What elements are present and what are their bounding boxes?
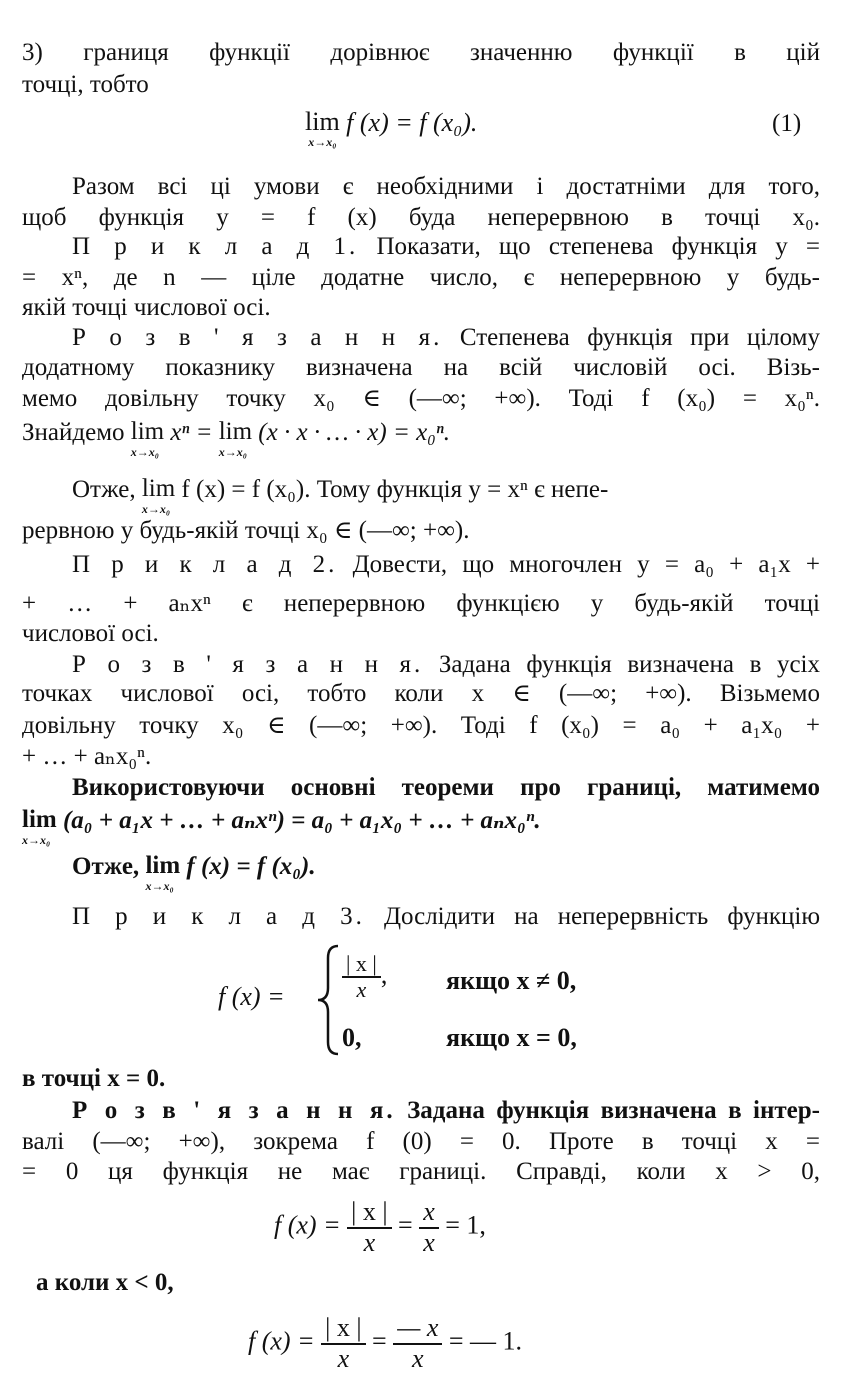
example-label: П р и к л а д 2. [72, 551, 338, 578]
lim-operator: lim [218, 418, 253, 445]
fraction-numerator: — x [393, 1314, 442, 1345]
formula-expression: = — 1. [448, 1326, 523, 1356]
example-1-line [72, 232, 820, 262]
lim-subscript: x→x₀ [141, 502, 171, 516]
example-text: Довести, що многочлен y = a₀ + a₁x + [352, 551, 821, 578]
solution-text: Задана функція визначена в інтер- [407, 1097, 821, 1124]
equals-sign: = [398, 1210, 413, 1240]
text-line: + … + aₙxⁿ є неперервною функцією у будь-якій точці [22, 590, 820, 617]
equals-sign: = [372, 1326, 387, 1356]
formula-1 [305, 108, 477, 148]
solution-label: Р о з в ' я з а н н я. [72, 651, 424, 678]
formula-expression: xⁿ = [170, 419, 213, 446]
fraction-denominator: x [337, 1343, 350, 1373]
fraction-numerator: x [419, 1198, 439, 1229]
solution-3-line [72, 1096, 820, 1126]
fraction-numerator: | x | [342, 952, 381, 978]
lim-subscript: x→x₀ [308, 135, 337, 149]
lim-operator: lim [305, 107, 340, 136]
text-line: валі (—∞; +∞), зокрема f (0) = 0. Проте в точці x = [22, 1128, 820, 1155]
text-line: 3) границя функції дорівнює значенню функції в цій [22, 39, 820, 66]
formula-expression: f (x) = [274, 1210, 341, 1240]
text-line: + … + aₙx₀ⁿ. [22, 743, 152, 770]
line-word: Знайдемо [22, 419, 125, 446]
text-line: = xⁿ, де n — ціле додатне число, є неперервною у будь- [22, 264, 820, 291]
text-line: числової осі. [22, 620, 159, 647]
lim-subscript: x→x₀ [145, 879, 174, 893]
solution-label: Р о з в ' я з а н н я. [72, 324, 443, 351]
text-line: мемо довільну точку x₀ ∈ (—∞; +∞). Тоді f (x₀) = x₀ⁿ. [22, 385, 820, 412]
example-label: П р и к л а д 3. [72, 903, 365, 930]
piecewise-lhs [218, 982, 285, 1012]
formula-expression: f (x) = [218, 982, 285, 1011]
text-line: якій точці числової осі. [22, 294, 271, 321]
lim-operator: lim [145, 852, 181, 879]
example-text: Дослідити на неперервність функцію [383, 903, 821, 930]
example-3-line [72, 902, 820, 932]
text-line: = 0 ця функція не має границі. Справді, коли x > 0, [22, 1158, 820, 1185]
text-line: рервною у будь-якій точці x₀ ∈ (—∞; +∞). [22, 517, 470, 544]
example-label: П р и к л а д 1. [72, 233, 359, 260]
lim-operator: lim [130, 418, 165, 445]
example-text: Показати, що степенева функція y = [376, 233, 821, 260]
formula-expression: f (x) = [248, 1326, 315, 1356]
formula-expression: (a₀ + a₁x + … + aₙxⁿ) = a₀ + a₁x₀ + … + aₙx₀ⁿ. [62, 807, 541, 834]
formula-expression: (x · x · … · x) = x₀ⁿ. [258, 419, 450, 446]
fraction-denominator: x [412, 1343, 424, 1373]
text-line: точці, тобто [22, 71, 149, 98]
line-word: Отже, [72, 853, 140, 880]
piecewise-case-2: 0, [342, 1023, 362, 1052]
fraction-denominator: x [423, 1227, 435, 1257]
text-line: а коли x < 0, [36, 1269, 174, 1296]
formula-line [72, 475, 820, 515]
text-line: щоб функція y = f (x) буда неперервною в точці x₀. [22, 204, 820, 231]
lim-subscript: x→x₀ [22, 833, 51, 847]
lim-operator: lim [141, 475, 176, 502]
formula-line [22, 806, 820, 846]
lim-subscript: x→x₀ [130, 445, 159, 459]
solution-text: Степенева функція при цілому [459, 324, 820, 351]
solution-text: Задана функція визначена в усіх [438, 651, 820, 678]
lim-subscript: x→x₀ [218, 445, 247, 459]
text-line: Використовуючи основні теореми про границі, матимемо [72, 774, 820, 801]
text-line: додатному показнику визначена на всій числовій осі. Візь- [22, 354, 820, 381]
text-line: довільну точку x₀ ∈ (—∞; +∞). Тоді f (x₀) = a₀ + a₁x₀ + [22, 712, 820, 739]
formula-line [72, 852, 848, 892]
text-line: Разом всі ці умови є необхідними і достатніми для того, [72, 173, 820, 200]
fraction-denominator: x [363, 1227, 376, 1257]
text-line: точках числової осі, тобто коли x ∈ (—∞; +∞). Візьмемо [22, 680, 820, 707]
formula-expression: f (x) = f (x₀). [186, 853, 316, 880]
line-word: Отже, [72, 476, 136, 503]
formula-expression: = 1, [445, 1210, 486, 1240]
formula-expression: f (x) = f (x₀). Тому функція y = xⁿ є непе- [181, 476, 609, 503]
solution-label: Р о з в ' я з а н н я. [72, 1097, 396, 1124]
piecewise-cond-1: якщо x ≠ 0, [446, 966, 577, 995]
piecewise-case-1 [342, 952, 387, 1002]
equation-positive [274, 1198, 486, 1257]
solution-1-line [72, 323, 820, 353]
piecewise-cond-2: якщо x = 0, [446, 1023, 577, 1052]
formula-expression: f (x) = f (x₀). [346, 108, 478, 137]
formula-line [22, 418, 820, 458]
equation-number: (1) [772, 110, 802, 137]
fraction-numerator: | x | [347, 1198, 391, 1229]
text-line: в точці x = 0. [22, 1065, 166, 1092]
equation-negative [248, 1314, 522, 1373]
fraction-numerator: | x | [321, 1314, 365, 1345]
fraction-denominator: x [356, 977, 367, 1003]
lim-operator: lim [22, 806, 57, 833]
comma: , [380, 960, 388, 990]
curly-brace-icon [316, 944, 342, 1056]
example-2-line [72, 550, 820, 580]
solution-2-line [72, 650, 820, 680]
